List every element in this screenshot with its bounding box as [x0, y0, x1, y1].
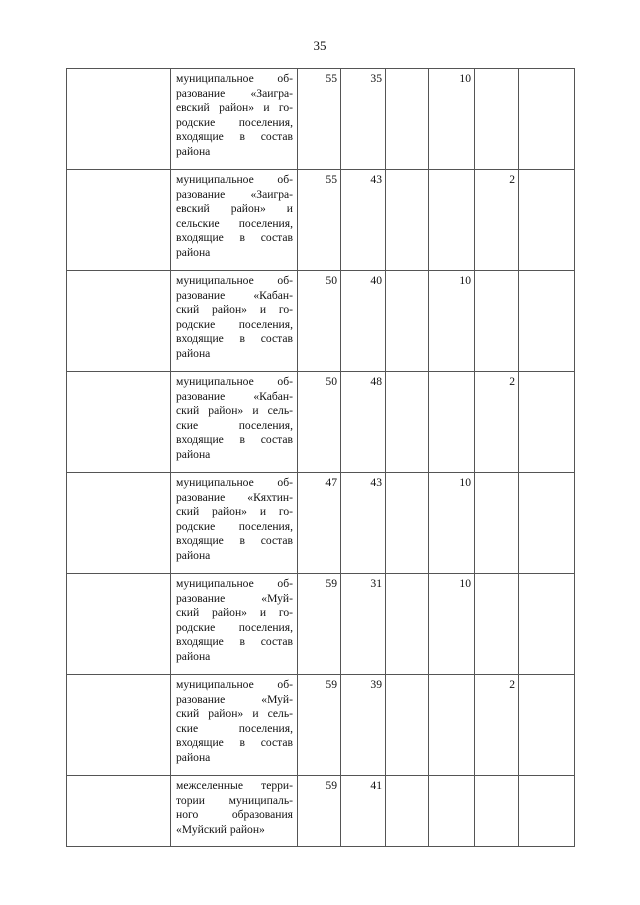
description-line: входящие в состав [176, 433, 293, 446]
value-cell-v6 [519, 473, 575, 574]
empty-cell [67, 776, 171, 847]
description-line: разование «Кабан- [176, 389, 293, 403]
description-line: ский район» и сель- [176, 707, 293, 720]
value-cell-v6 [519, 271, 575, 372]
description-line: входящие в состав [176, 332, 293, 345]
table-row [67, 372, 575, 473]
value-cell-v1: 47 [298, 473, 341, 574]
territory-description [171, 372, 298, 473]
description-line: разование «Кяхтин- [176, 490, 293, 504]
description-line: ного образования [176, 808, 293, 821]
value-cell-v6 [519, 675, 575, 776]
description-line: евский район» и го- [176, 101, 293, 114]
value-cell-v3 [386, 473, 429, 574]
empty-cell [67, 675, 171, 776]
description-line: родские поселения, [176, 620, 293, 634]
value-cell-v4: 10 [429, 271, 475, 372]
description-line: разование «Муй- [176, 692, 293, 706]
value-cell-v2: 43 [341, 170, 386, 271]
value-cell-v3 [386, 372, 429, 473]
description-line: ский район» и сель- [176, 404, 293, 417]
value-cell-v4: 10 [429, 69, 475, 170]
description-line: района [176, 245, 211, 259]
value-cell-v2: 41 [341, 776, 386, 847]
value-cell-v1: 50 [298, 372, 341, 473]
value-cell-v2: 40 [341, 271, 386, 372]
value-cell-v1: 59 [298, 776, 341, 847]
value-cell-v1: 50 [298, 271, 341, 372]
description-line: ский район» и го- [176, 505, 293, 518]
description-line: муниципальное об- [176, 72, 293, 85]
value-cell-v4: 10 [429, 473, 475, 574]
territory-description [171, 271, 298, 372]
description-line: муниципальное об- [176, 678, 293, 691]
value-cell-v4 [429, 675, 475, 776]
empty-cell [67, 69, 171, 170]
table-row [67, 776, 575, 847]
description-line: входящие в состав [176, 736, 293, 749]
value-cell-v4 [429, 170, 475, 271]
description-line: разование «Кабан- [176, 288, 293, 302]
territory-description [171, 675, 298, 776]
value-cell-v5: 2 [475, 170, 519, 271]
description-line: района [176, 144, 211, 158]
page-number: 35 [313, 38, 327, 53]
description-line: муниципальное об- [176, 375, 293, 388]
description-line: «Муйский район» [176, 822, 265, 836]
value-cell-v1: 55 [298, 69, 341, 170]
territory-description [171, 574, 298, 675]
table-body [67, 69, 575, 847]
value-cell-v2: 31 [341, 574, 386, 675]
description-line: межселенные терри- [176, 779, 293, 792]
description-line: ские поселения, [176, 721, 293, 735]
value-cell-v6 [519, 776, 575, 847]
description-line: входящие в состав [176, 635, 293, 648]
table-row [67, 675, 575, 776]
value-cell-v5 [475, 776, 519, 847]
value-cell-v3 [386, 271, 429, 372]
data-table [66, 68, 575, 847]
value-cell-v3 [386, 170, 429, 271]
description-line: родские поселения, [176, 317, 293, 331]
value-cell-v2: 48 [341, 372, 386, 473]
table-row [67, 473, 575, 574]
description-line: входящие в состав [176, 231, 293, 244]
value-cell-v5: 2 [475, 675, 519, 776]
value-cell-v2: 39 [341, 675, 386, 776]
value-cell-v2: 43 [341, 473, 386, 574]
value-cell-v1: 59 [298, 675, 341, 776]
value-cell-v4 [429, 372, 475, 473]
value-cell-v5 [475, 473, 519, 574]
value-cell-v4: 10 [429, 574, 475, 675]
description-line: муниципальное об- [176, 274, 293, 287]
value-cell-v3 [386, 574, 429, 675]
description-line: родские поселения, [176, 115, 293, 129]
description-line: евский район» и [176, 202, 293, 215]
value-cell-v6 [519, 372, 575, 473]
description-line: района [176, 447, 211, 461]
table-row [67, 271, 575, 372]
description-line: района [176, 346, 211, 360]
description-line: муниципальное об- [176, 476, 293, 489]
value-cell-v4 [429, 776, 475, 847]
value-cell-v2: 35 [341, 69, 386, 170]
territory-description [171, 69, 298, 170]
description-line: муниципальное об- [176, 577, 293, 590]
description-line: муниципальное об- [176, 173, 293, 186]
table-row [67, 69, 575, 170]
value-cell-v3 [386, 776, 429, 847]
description-line: тории муниципаль- [176, 793, 293, 807]
value-cell-v3 [386, 675, 429, 776]
empty-cell [67, 574, 171, 675]
territory-description [171, 473, 298, 574]
table-row [67, 170, 575, 271]
description-line: ский район» и го- [176, 303, 293, 316]
value-cell-v6 [519, 69, 575, 170]
empty-cell [67, 271, 171, 372]
value-cell-v5 [475, 574, 519, 675]
value-cell-v6 [519, 574, 575, 675]
value-cell-v5 [475, 271, 519, 372]
territory-description [171, 170, 298, 271]
description-line: разование «Муй- [176, 591, 293, 605]
description-line: района [176, 750, 211, 764]
description-line: родские поселения, [176, 519, 293, 533]
description-line: района [176, 649, 211, 663]
empty-cell [67, 170, 171, 271]
value-cell-v6 [519, 170, 575, 271]
description-line: ский район» и го- [176, 606, 293, 619]
description-line: разование «Заигра- [176, 86, 293, 100]
empty-cell [67, 372, 171, 473]
description-line: ские поселения, [176, 418, 293, 432]
value-cell-v1: 55 [298, 170, 341, 271]
description-line: района [176, 548, 211, 562]
territory-description [171, 776, 298, 847]
description-line: входящие в состав [176, 130, 293, 143]
description-line: разование «Заигра- [176, 187, 293, 201]
value-cell-v3 [386, 69, 429, 170]
empty-cell [67, 473, 171, 574]
description-line: входящие в состав [176, 534, 293, 547]
value-cell-v1: 59 [298, 574, 341, 675]
value-cell-v5: 2 [475, 372, 519, 473]
value-cell-v5 [475, 69, 519, 170]
description-line: сельские поселения, [176, 216, 293, 230]
table-row [67, 574, 575, 675]
